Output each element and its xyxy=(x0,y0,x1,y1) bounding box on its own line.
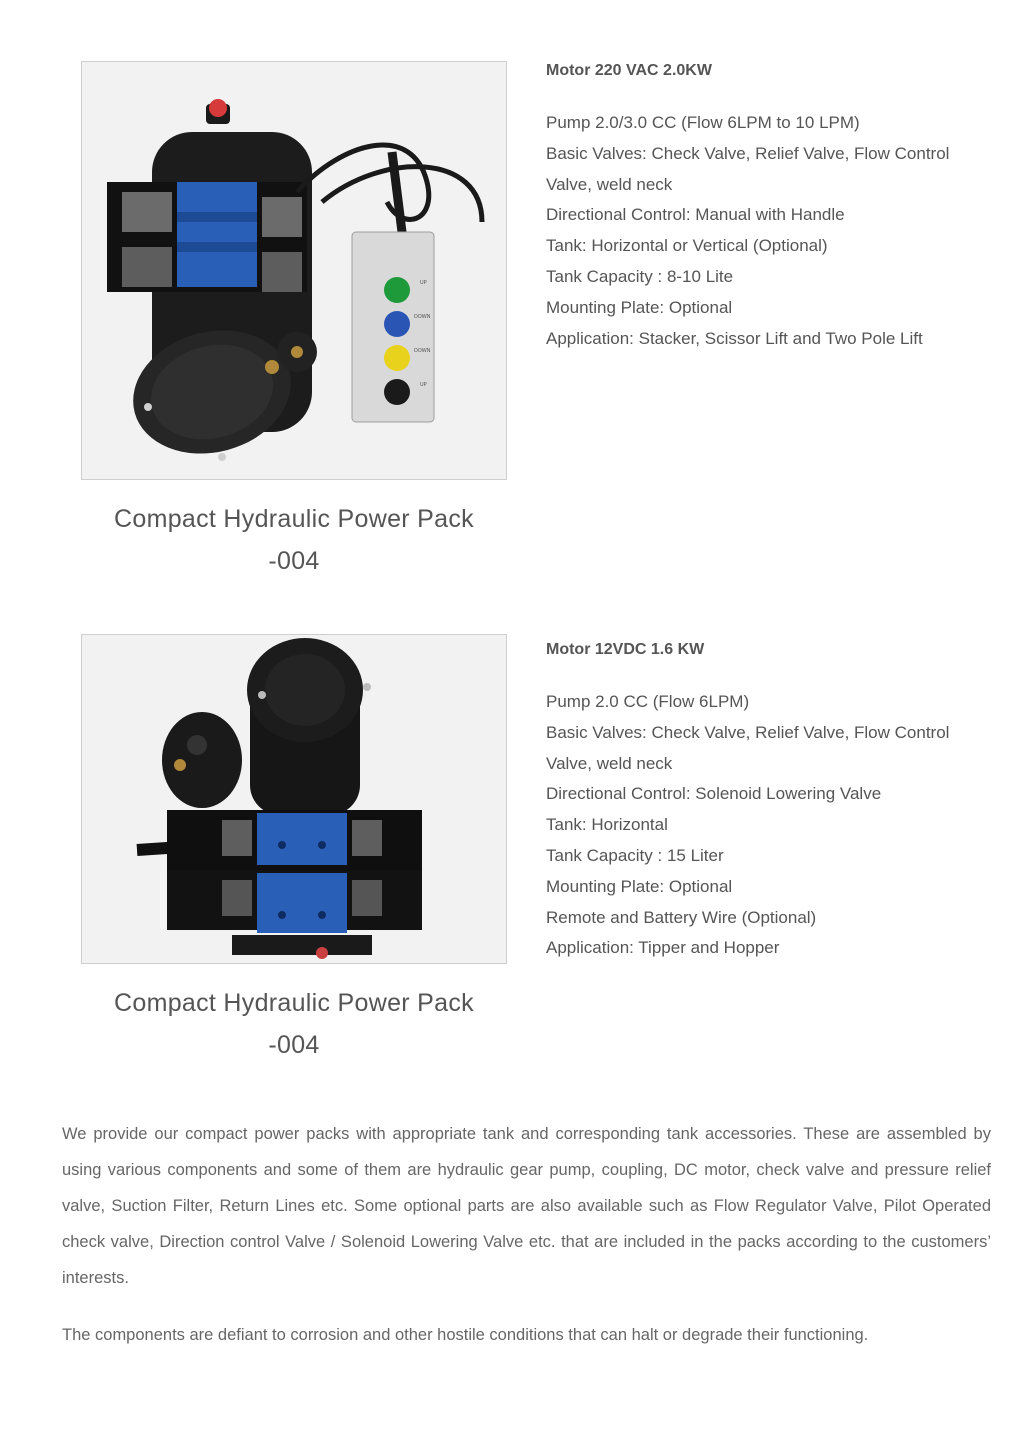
hydraulic-power-pack-image xyxy=(82,62,506,479)
spec-item: Pump 2.0 CC (Flow 6LPM) xyxy=(546,692,750,711)
spec-item: Application: Stacker, Scissor Lift and Two Pole Lift xyxy=(546,328,923,348)
pendant-label-3: DOWN xyxy=(414,348,431,354)
description-paragraph-1: We provide our compact power packs with appropriate tank and corresponding tank accessories. These are assembled by using various components and some of them are hydraulic gear pump, coupling, DC motor, check valve and pressure relief valve, Suction Filter, Return Lines etc. Some optional parts are also available such as Flow Regulator Valve, Pilot Operated check valve, Direction control Valve / Solenoid Lowering Valve etc. that are included in the packs according to the customers’ interests. xyxy=(62,1125,991,1287)
product-2-caption-line1: Compact Hydraulic Power Pack xyxy=(114,989,474,1017)
product-2-spec-list xyxy=(546,687,986,964)
spec-item: Mounting Plate: Optional xyxy=(546,297,733,317)
spec-item: Basic Valves: Check Valve, Relief Valve, Flow Control Valve, weld neck xyxy=(546,143,950,194)
product-1-motor-title: Motor 220 VAC 2.0KW xyxy=(546,62,712,79)
product-2-caption-line2: -004 xyxy=(268,1031,320,1059)
spec-item: Tank Capacity : 8-10 Lite xyxy=(546,266,734,286)
spec-item: Directional Control: Solenoid Lowering Valve xyxy=(546,784,882,804)
product-2-motor-title: Motor 12VDC 1.6 KW xyxy=(546,641,705,658)
spec-item: Tank: Horizontal xyxy=(546,815,668,835)
description-paragraph-2: The components are defiant to corrosion and other hostile conditions that can halt or degrade their functioning. xyxy=(62,1326,869,1344)
product-2-photo xyxy=(81,634,507,964)
spec-item: Pump 2.0/3.0 CC (Flow 6LPM to 10 LPM) xyxy=(546,113,860,132)
product-1-specs xyxy=(546,61,986,354)
spec-item: Remote and Battery Wire (Optional) xyxy=(546,907,817,927)
product-1-caption-line1: Compact Hydraulic Power Pack xyxy=(114,505,474,533)
spec-item: Mounting Plate: Optional xyxy=(546,876,733,896)
product-1-caption-line2: -004 xyxy=(268,547,320,575)
pendant-label-4: UP xyxy=(420,382,427,388)
product-2-specs xyxy=(546,640,986,964)
pendant-label-2: DOWN xyxy=(414,314,431,320)
pendant-label-1: UP xyxy=(420,280,427,286)
spec-item: Application: Tipper and Hopper xyxy=(546,938,780,958)
spec-item: Tank Capacity : 15 Liter xyxy=(546,845,724,865)
spec-item: Directional Control: Manual with Handle xyxy=(546,205,845,225)
product-1-spec-list xyxy=(546,108,986,354)
product-1-photo xyxy=(81,61,507,480)
product-2-caption xyxy=(81,982,507,1066)
spec-item: Tank: Horizontal or Vertical (Optional) xyxy=(546,236,828,256)
hydraulic-power-pack-dc-image xyxy=(82,635,506,963)
product-1-caption xyxy=(81,498,507,582)
spec-item: Basic Valves: Check Valve, Relief Valve, Flow Control Valve, weld neck xyxy=(546,722,950,773)
